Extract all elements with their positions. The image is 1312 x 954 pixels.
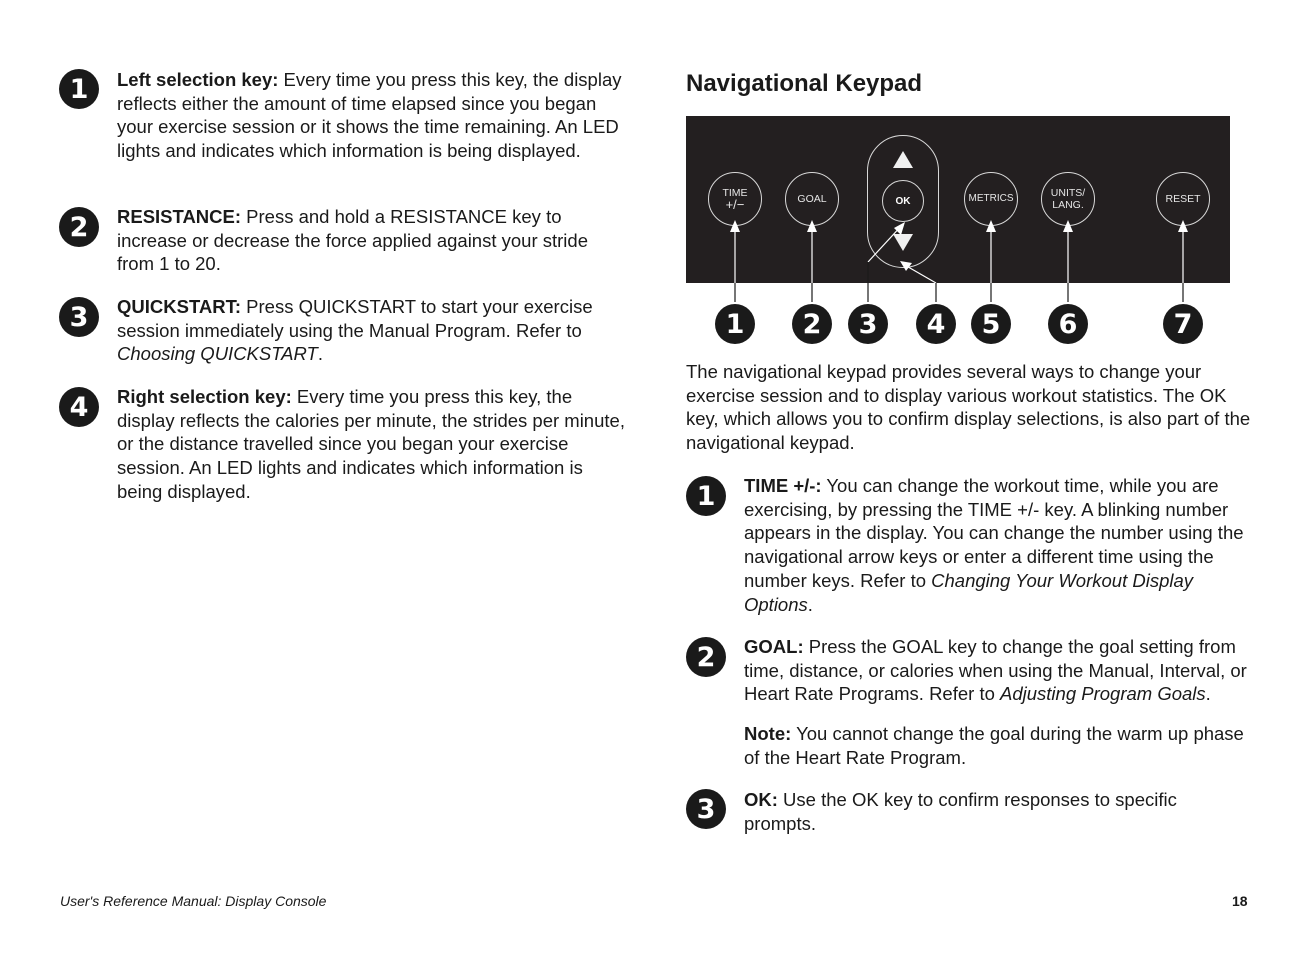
term-label: OK: [744,789,778,810]
time-key-sign: +/− [725,196,745,212]
time-key-label: TIME [722,186,748,199]
page-number: 18 [1232,893,1248,909]
right-callout-badge-1: 1 [686,476,726,516]
term-label: TIME +/-: [744,475,822,496]
keypad-illustration [686,116,1230,283]
keypad-callout-1: 1 [715,304,755,344]
callout-badge-3: 3 [59,297,99,337]
up-arrow-icon [893,151,913,168]
description-text: Press QUICKSTART to start your exercise session immediately using the Manual Program. Refer to [117,296,593,341]
units-key-label: UNITS/ [1050,187,1086,199]
quickstart-description [117,295,627,366]
section-heading: Navigational Keypad [686,70,923,97]
note-text: You cannot change the goal during the warm up phase of the Heart Rate Program. [744,723,1244,768]
description-text: Every time you press this key, the display reflects either the amount of time elapsed since you began your exercise session or it shows the time remaining. An LED lights and indicates which information is being displayed. [117,69,622,162]
right-selection-key-description [117,385,627,504]
callout-badge-1: 1 [59,69,99,109]
description-text: Every time you press this key, the display reflects the calories per minute, the strides per minute, or the distance travelled since you began your exercise session. An LED lights and indicates which information is being displayed. [117,386,625,502]
left-selection-key-description [117,68,627,163]
description-text: Use the OK key to confirm responses to specific prompts. [744,789,1177,834]
note-label: Note: [744,723,792,744]
description-tail: . [1205,683,1211,705]
lang-key-label: LANG. [1052,199,1084,211]
keypad-callout-7: 7 [1163,304,1203,344]
reset-key: RESET [1156,172,1210,226]
ok-key: OK [882,180,924,222]
time-key-description [744,474,1254,616]
keypad-intro-paragraph: The navigational keypad provides several ways to change your exercise session and to display various workout statistics. The OK key, which allows you to confirm display selections, is also part of the navigational keypad. [686,361,1251,454]
cross-reference: Changing Your Workout Display Options [744,569,1194,615]
description-text: You can change the workout time, while you are exercising, by pressing the TIME +/- key. A blinking number appears in the display. You can change the number using the navigational arrow keys or enter a different time using the number keys. Refer to [744,475,1244,591]
goal-key: GOAL [785,172,839,226]
goal-key-description [744,635,1256,706]
keypad-callout-5: 5 [971,304,1011,344]
callout-badge-4: 4 [59,387,99,427]
callout-badge-2: 2 [59,207,99,247]
down-arrow-icon [893,234,913,251]
metrics-key: METRICS [964,172,1018,226]
description-tail: . [807,593,813,615]
term-label: GOAL: [744,636,804,657]
right-callout-badge-2: 2 [686,637,726,677]
description-text: Press the GOAL key to change the goal setting from time, distance, or calories when using the Manual, Interval, or Heart Rate Programs. Refer to [744,636,1247,705]
term-label: QUICKSTART: [117,296,242,317]
keypad-callout-6: 6 [1048,304,1088,344]
description-tail: . [317,343,323,365]
keypad-callout-2: 2 [792,304,832,344]
ok-key-description [744,788,1224,835]
footer-manual-title: User's Reference Manual: Display Console [60,893,327,909]
term-label: Left selection key: [117,69,279,90]
term-label: Right selection key: [117,386,292,407]
term-label: RESISTANCE: [117,206,242,227]
description-text: Press and hold a RESISTANCE key to increase or decrease the force applied against your stride from 1 to 20. [117,206,588,275]
cross-reference: Adjusting Program Goals [1000,683,1206,705]
keypad-callout-4: 4 [916,304,956,344]
right-callout-badge-3: 3 [686,789,726,829]
cross-reference: Choosing QUICKSTART [117,343,318,365]
note-paragraph [744,722,1244,769]
units-lang-key [1041,172,1095,226]
resistance-description [117,205,627,276]
keypad-callout-3: 3 [848,304,888,344]
time-key [708,172,762,226]
